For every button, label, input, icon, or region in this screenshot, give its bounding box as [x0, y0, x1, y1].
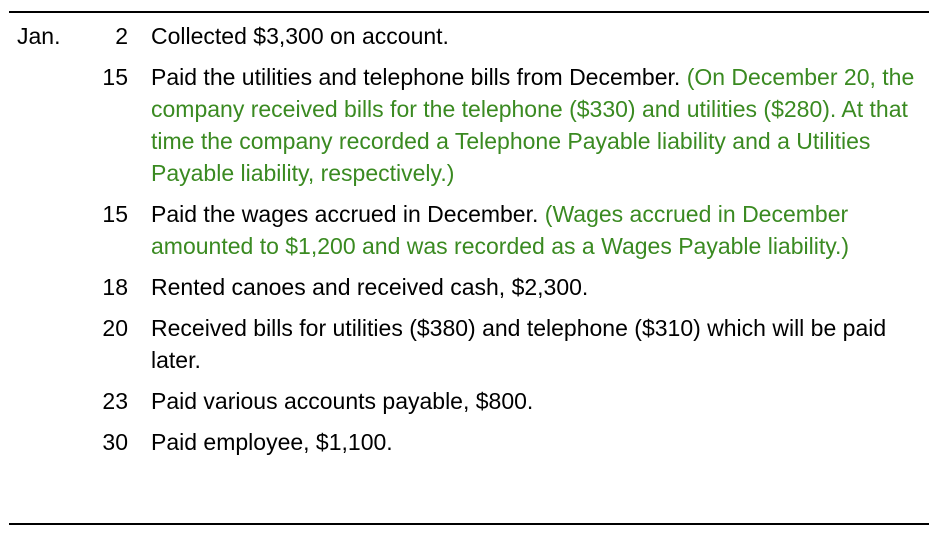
entry-text: Paid employee, $1,100. — [151, 429, 393, 455]
entry-day: 15 — [102, 201, 128, 227]
entry-description — [151, 312, 926, 376]
entry-description — [151, 20, 926, 52]
entry-description — [151, 198, 926, 262]
transaction-entry — [0, 271, 938, 303]
transaction-list — [0, 20, 938, 467]
entry-text: Paid various accounts payable, $800. — [151, 388, 534, 414]
entry-text: Collected $3,300 on account. — [151, 23, 449, 49]
transaction-entry — [0, 20, 938, 52]
entry-description — [151, 385, 926, 417]
entry-description — [151, 61, 926, 189]
month-label: Jan. — [17, 23, 61, 49]
entry-text: Paid the utilities and telephone bills from December. — [151, 64, 687, 90]
entry-note: (On December 20, the company received bills for the telephone ($330) and utilities ($280). At that time the company recorded a Telephone Payable liability and a Utilities Payable liability, respectively.) — [151, 64, 915, 186]
bottom-rule — [9, 523, 929, 525]
transaction-entry — [0, 312, 938, 376]
entry-text: Received bills for utilities ($380) and telephone ($310) which will be paid later. — [151, 315, 887, 373]
entry-day: 30 — [102, 429, 128, 455]
entry-day: 20 — [102, 315, 128, 341]
top-rule — [9, 11, 929, 13]
entry-text: Rented canoes and received cash, $2,300. — [151, 274, 589, 300]
transaction-entry — [0, 198, 938, 262]
entry-description — [151, 426, 926, 458]
entry-day: 18 — [102, 274, 128, 300]
transaction-entry — [0, 426, 938, 458]
entry-day: 23 — [102, 388, 128, 414]
entry-description — [151, 271, 926, 303]
transaction-entry — [0, 61, 938, 189]
entry-note: (Wages accrued in December amounted to $1,200 and was recorded as a Wages Payable liability.) — [151, 201, 850, 259]
entry-day: 15 — [102, 64, 128, 90]
entry-text: Paid the wages accrued in December. — [151, 201, 545, 227]
entry-day: 2 — [115, 23, 128, 49]
transaction-entry — [0, 385, 938, 417]
